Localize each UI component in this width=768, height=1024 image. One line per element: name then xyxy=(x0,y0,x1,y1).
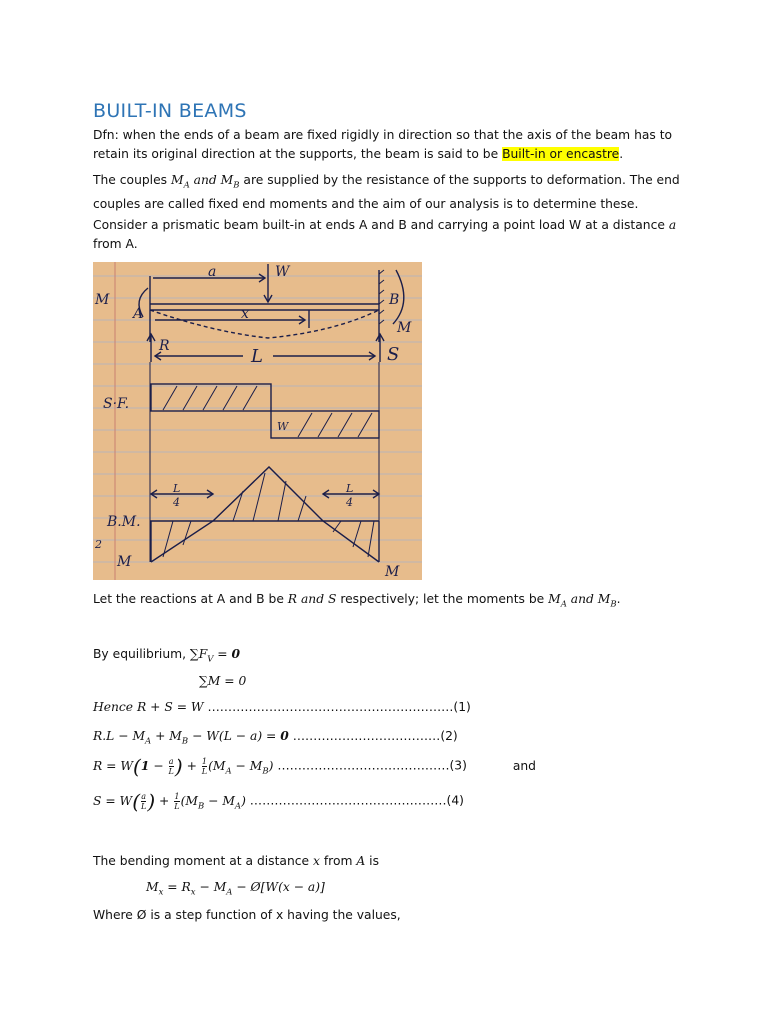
consider-text: Consider a prismatic beam built-in at ends A and B and carrying a point load W at a distance xyxy=(93,218,669,232)
equation-1 xyxy=(93,700,471,714)
label-l4-right: L xyxy=(346,482,354,495)
equation-1-body: Hence R + S = W xyxy=(93,700,204,714)
bending-moment-paragraph xyxy=(93,852,683,871)
equation-1-number: ……………………………………………………(1) xyxy=(207,700,471,714)
label-b-end: B xyxy=(389,292,400,308)
label-ma-bottom: M xyxy=(117,554,132,570)
equation-3-body: R = W(1 − $\frac{a}{L}$ ) + $\frac{1}{L}$ $(M_A - M_B)$ xyxy=(93,754,274,778)
equation-4 xyxy=(93,789,464,813)
beam-diagram xyxy=(93,262,422,580)
label-r: R xyxy=(159,338,170,354)
bending-text-end: is xyxy=(365,854,379,868)
equilibrium-label: By equilibrium, xyxy=(93,647,186,661)
equation-2 xyxy=(93,728,458,746)
label-mb: M xyxy=(397,320,412,336)
and-label: and xyxy=(512,758,536,773)
mb-symbol: $M_B$ xyxy=(220,173,240,191)
label-mb-bottom: M xyxy=(385,564,400,580)
label-sf: S·F. xyxy=(103,396,130,412)
equation-3 xyxy=(93,754,536,778)
deflected-shape xyxy=(150,310,379,338)
label-four-left: 4 xyxy=(173,496,180,509)
sum-m-equation: ∑M = 0 xyxy=(199,674,247,688)
page-title: BUILT-IN BEAMS xyxy=(93,100,247,122)
couples-text-end: are supplied by the resistance of the supports to deformation. The end couples are called fixed end moments and the aim of our analysis is to determine these. xyxy=(93,173,680,212)
rs-symbols: R and S xyxy=(287,592,337,606)
bm-line xyxy=(151,467,379,562)
equilibrium-line xyxy=(93,646,240,664)
beam-diagram-photo xyxy=(93,262,422,580)
consider-text-end: from A. xyxy=(93,237,138,251)
ma-mb-symbols: $M_A$ and $M_B$ xyxy=(548,592,617,610)
bending-text: The bending moment at a distance xyxy=(93,854,313,868)
label-two: 2 xyxy=(95,538,102,551)
couples-text-start: The couples xyxy=(93,173,171,187)
equation-2-body: $R.L - M_A + M_B - W(L - a) = 0$ xyxy=(93,728,289,747)
reactions-text-mid: respectively; let the moments be xyxy=(336,592,549,606)
highlighted-term: Built-in or encastre xyxy=(502,147,620,161)
label-four-right: 4 xyxy=(346,496,353,509)
sum-fv-equation: $\sum F_V = 0$ xyxy=(189,646,241,665)
reactions-text-end: . xyxy=(616,592,621,606)
label-bm: B.M. xyxy=(107,514,141,530)
equation-4-number: …………………………………………(4) xyxy=(249,793,464,808)
label-x: x xyxy=(241,306,249,322)
mx-equation: $M_x = R_x - M_A$ − Ø[W(x − a)] xyxy=(146,880,325,898)
sf-positive xyxy=(151,384,271,411)
bending-text-mid: from xyxy=(319,854,357,868)
label-s: S xyxy=(387,344,400,365)
definition-end: . xyxy=(619,147,624,161)
ma-symbol: $M_A$ xyxy=(170,173,190,191)
x-symbol: x xyxy=(312,854,320,868)
equation-2-number: ………………………………(2) xyxy=(292,729,458,743)
equation-4-body: S = W( $\frac{a}{L}$ ) + $\frac{1}{L}$ $(M_B - M_A)$ xyxy=(93,789,246,813)
couples-paragraph xyxy=(93,171,683,214)
step-function-paragraph: Where Ø is a step function of x having the values, xyxy=(93,908,401,922)
reactions-paragraph xyxy=(93,590,683,614)
reactions-text: Let the reactions at A and B be xyxy=(93,592,288,606)
label-ma: M xyxy=(95,292,110,308)
equation-3-number: ……………………………………(3) xyxy=(277,758,467,773)
consider-paragraph xyxy=(93,216,683,254)
label-a: a xyxy=(208,264,217,280)
definition-text: Dfn: when the ends of a beam are fixed rigidly in direction so that the axis of the beam has to retain its original direction at the supports, the beam is said to be xyxy=(93,128,673,161)
a-symbol: a xyxy=(668,218,677,232)
definition-paragraph xyxy=(93,126,683,164)
label-l: L xyxy=(251,346,263,367)
label-a-end: A xyxy=(133,306,144,322)
and-word: and xyxy=(189,173,221,187)
label-w: W xyxy=(275,264,290,280)
a-point-symbol: A xyxy=(356,854,366,868)
label-w-sf: W xyxy=(277,420,289,433)
label-l4-left: L xyxy=(173,482,181,495)
